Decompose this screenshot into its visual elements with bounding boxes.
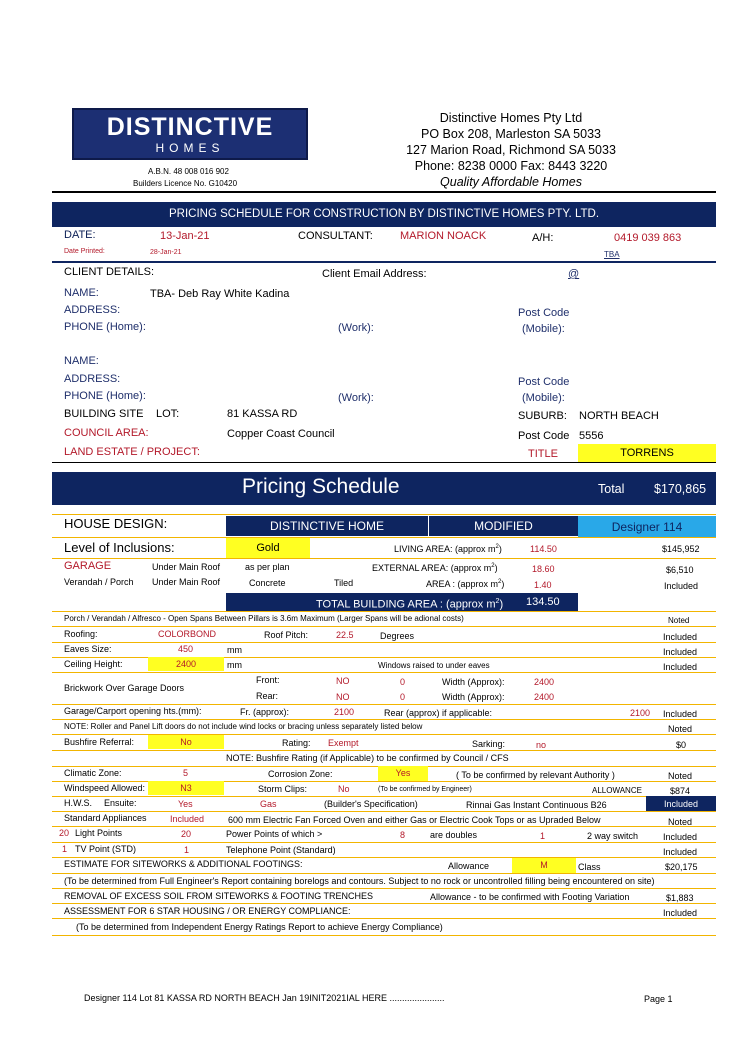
bushfire-label: Bushfire Referral: <box>64 737 135 747</box>
doubles-label: are doubles <box>430 830 478 840</box>
porch-area-price: Included <box>664 581 699 591</box>
rear-value: NO <box>336 692 350 702</box>
footer-reference: Designer 114 Lot 81 KASSA RD NORTH BEACH Jan 19INIT2021IAL HERE ...................... <box>84 993 445 1003</box>
row-line <box>52 626 716 627</box>
postcode-label: Post Code <box>518 430 570 442</box>
living-area-paren: ) <box>498 544 502 554</box>
company-street: 127 Marion Road, Richmond SA 5033 <box>406 143 616 157</box>
ensuite-value: Yes <box>178 799 193 809</box>
appliances-value: Included <box>170 814 205 824</box>
consultant-label: CONSULTANT: <box>298 230 373 242</box>
house-design-label: HOUSE DESIGN: <box>64 516 168 531</box>
phone-qty: 1 <box>184 845 190 855</box>
building-site: 81 KASSA RD <box>227 408 298 420</box>
living-area-sq: 2 <box>495 544 499 550</box>
fr-label: Fr. (approx): <box>240 707 290 717</box>
row-line <box>52 672 716 673</box>
row-line <box>52 873 716 874</box>
council-label: COUNCIL AREA: <box>64 427 149 439</box>
total-value: $170,865 <box>654 482 707 496</box>
rating-value: Exempt <box>328 738 359 748</box>
row-line <box>52 935 716 936</box>
brickwork-label: Brickwork Over Garage Doors <box>64 683 185 693</box>
building-site-label: BUILDING SITE <box>64 408 144 420</box>
phone-home-label-2: PHONE (Home): <box>64 390 146 402</box>
row-line <box>52 796 716 797</box>
postcode-label-1: Post Code <box>518 307 570 319</box>
row-line <box>52 918 716 919</box>
roller-status: Noted <box>668 724 693 734</box>
storm-note: (To be confirmed by Engineer) <box>378 786 472 793</box>
soil-removal-note: Allowance - to be confirmed with Footing Variation <box>430 892 630 902</box>
external-area-sq: 2 <box>491 563 495 569</box>
total-area-paren: ) <box>499 598 504 611</box>
hws-gas: Gas <box>260 799 277 809</box>
eaves-label: Eaves Size: <box>64 644 112 654</box>
row-line <box>52 750 716 751</box>
rear-qty: 0 <box>400 692 406 702</box>
power-points-qty: 20 <box>181 829 192 839</box>
phone-label: Telephone Point (Standard) <box>226 845 336 855</box>
designer-code: Designer 114 <box>578 516 716 538</box>
ceiling-status: Included <box>663 662 698 672</box>
living-area-text: LIVING AREA: (approx m <box>394 544 496 554</box>
appliances-status: Noted <box>668 817 693 827</box>
porch-area-sq: 2 <box>498 579 502 585</box>
rating-label: Rating: <box>282 738 311 748</box>
company-address <box>398 110 624 190</box>
windows-note: Windows raised to under eaves <box>378 661 490 670</box>
rear-width: 2400 <box>534 692 555 702</box>
ah-tba: TBA <box>604 250 620 259</box>
printed-value: 28-Jan-21 <box>150 249 182 256</box>
light-points-qty: 20 <box>59 828 70 838</box>
allowance-label: ALLOWANCE <box>592 786 642 795</box>
pricing-schedule-banner <box>52 472 716 505</box>
suburb: NORTH BEACH <box>579 410 659 422</box>
windspeed-value: N3 <box>148 781 224 795</box>
address-label-2: ADDRESS: <box>64 373 121 385</box>
corrosion-note: ( To be confirmed by relevant Authority ) <box>456 770 615 780</box>
postcode-label-2: Post Code <box>518 376 570 388</box>
bushfire-note: NOTE: Bushfire Rating (if Applicable) to be confirmed by Council / CFS <box>226 753 509 763</box>
garage-roof: Under Main Roof <box>152 562 221 572</box>
living-price: $145,952 <box>662 544 700 554</box>
porch-area: 1.40 <box>534 580 552 590</box>
soil-removal-price: $1,883 <box>666 893 694 903</box>
two-way-label: 2 way switch <box>587 831 639 841</box>
total-area-sq: 2 <box>495 598 500 605</box>
corrosion-value: Yes <box>378 766 428 781</box>
title-value: TORRENS <box>578 444 716 462</box>
porch-area-paren: ) <box>501 579 505 589</box>
siteworks-allowance: Allowance <box>448 861 490 871</box>
divider <box>52 191 716 193</box>
siteworks-note: (To be determined from Full Engineer's Report containing borelogs and contours. Subject to no rock or uncontrolled filling being encountered on site) <box>64 876 655 886</box>
printed-label: Date Printed: <box>64 248 105 255</box>
appliances-note: 600 mm Electric Fan Forced Oven and either Gas or Electric Cook Tops or as Upraded Below <box>228 815 601 825</box>
light-points-label: Light Points <box>75 828 123 838</box>
company-name: Distinctive Homes Pty Ltd <box>439 111 583 125</box>
row-line <box>52 642 716 643</box>
garage-opening-status: Included <box>663 709 698 719</box>
roof-pitch-label: Roof Pitch: <box>264 630 309 640</box>
row-line <box>52 611 716 612</box>
row-line <box>52 558 716 559</box>
verandah-floor: Concrete <box>249 578 286 588</box>
council: Copper Coast Council <box>227 428 335 440</box>
estate-label: LAND ESTATE / PROJECT: <box>64 446 200 458</box>
client-email: @ <box>568 268 580 280</box>
ceiling-label: Ceiling Height: <box>64 659 123 669</box>
row-line <box>52 811 716 812</box>
date-label: DATE: <box>64 229 96 241</box>
mobile-label-1: (Mobile): <box>522 323 565 335</box>
roofing-status: Included <box>663 632 698 642</box>
power-points-label: Power Points of which > <box>226 829 323 839</box>
roller-note: NOTE: Roller and Panel Lift doors do not include wind locks or bracing unless separately listed below <box>64 722 423 731</box>
verandah-finish: Tiled <box>334 578 354 588</box>
name-label-2: NAME: <box>64 355 99 367</box>
front-value: NO <box>336 676 350 686</box>
eaves-value: 450 <box>178 644 194 654</box>
company-phone: Phone: 8238 0000 Fax: 8443 3220 <box>414 159 608 173</box>
storm-clips-value: No <box>338 784 350 794</box>
inclusions-value: Gold <box>226 538 310 558</box>
verandah-label: Verandah / Porch <box>64 577 134 587</box>
total-area-value: 134.50 <box>526 596 560 608</box>
row-line <box>52 903 716 904</box>
row-line <box>52 888 716 889</box>
external-area-text: EXTERNAL AREA: (approx m <box>372 563 492 573</box>
front-width: 2400 <box>534 677 555 687</box>
ceiling-unit: mm <box>227 660 242 670</box>
hws-status: Included <box>646 796 716 812</box>
work-label-1: (Work): <box>338 322 374 334</box>
soil-removal-label: REMOVAL OF EXCESS SOIL FROM SITEWORKS & FOOTING TRENCHES <box>64 891 374 901</box>
roof-pitch-value: 22.5 <box>336 630 354 640</box>
postcode: 5556 <box>579 430 604 442</box>
siteworks-label: ESTIMATE FOR SITEWORKS & ADDITIONAL FOOTINGS: <box>64 859 303 869</box>
external-area-label <box>372 563 498 573</box>
title-label: TITLE <box>528 448 558 460</box>
abn: A.B.N. 48 008 016 902 <box>148 167 229 176</box>
row-line <box>52 514 716 515</box>
total-area-text: TOTAL BUILDING AREA : (approx m <box>316 598 496 611</box>
appliances-label: Standard Appliances <box>64 813 147 823</box>
storm-clips-label: Storm Clips: <box>258 784 308 794</box>
row-line <box>52 826 716 827</box>
external-price: $6,510 <box>666 565 694 575</box>
client-email-label: Client Email Address: <box>322 268 427 280</box>
tv-qty: 1 <box>62 844 68 854</box>
tv-label: TV Point (STD) <box>75 844 137 854</box>
porch-status: Noted <box>668 616 690 625</box>
total-label: Total <box>598 482 625 496</box>
climatic-label: Climatic Zone: <box>64 768 122 778</box>
eaves-unit: mm <box>227 645 242 655</box>
logo-line2: HOMES <box>155 141 225 155</box>
rear-if-value: 2100 <box>630 708 651 718</box>
row-line <box>52 857 716 858</box>
roofing-value: COLORBOND <box>158 629 217 639</box>
front-width-label: Width (Approx): <box>442 677 505 687</box>
living-area-label <box>394 544 502 554</box>
client-details-label: CLIENT DETAILS: <box>64 266 155 278</box>
windspeed-price: $874 <box>670 786 691 796</box>
garage-plan: as per plan <box>245 562 290 572</box>
garage-opening-label: Garage/Carport opening hts.(mm): <box>64 706 202 716</box>
sarking-value: no <box>536 740 547 750</box>
divider <box>52 462 716 463</box>
house-design-modified: MODIFIED <box>428 516 578 536</box>
living-area: 114.50 <box>530 544 557 554</box>
doubles-qty: 8 <box>400 830 406 840</box>
company-logo <box>72 108 308 160</box>
bushfire-value: No <box>148 735 224 749</box>
date-value: 13-Jan-21 <box>160 230 210 242</box>
front-qty: 0 <box>400 677 406 687</box>
eaves-status: Included <box>663 647 698 657</box>
tv-status: Included <box>663 847 698 857</box>
roofing-label: Roofing: <box>64 629 98 639</box>
bushfire-price: $0 <box>676 740 687 750</box>
rear-if-label: Rear (approx) if applicable: <box>384 708 493 718</box>
verandah-roof: Under Main Roof <box>152 577 221 587</box>
schedule-banner: PRICING SCHEDULE FOR CONSTRUCTION BY DISTINCTIVE HOMES PTY. LTD. <box>52 202 716 227</box>
company-tagline: Quality Affordable Homes <box>440 175 582 189</box>
mobile-label-2: (Mobile): <box>522 392 565 404</box>
phone-home-label-1: PHONE (Home): <box>64 321 146 333</box>
hws-unit: Rinnai Gas Instant Continuous B26 <box>466 800 607 810</box>
porch-area-text: AREA : (approx m <box>426 579 499 589</box>
siteworks-class-value: M <box>512 858 576 873</box>
logo-line1: DISTINCTIVE <box>106 113 274 141</box>
builders-licence: Builders Licence No. G10420 <box>133 179 238 188</box>
two-way-qty: 1 <box>540 831 546 841</box>
row-line <box>52 842 716 843</box>
energy-note: (To be determined from Independent Energy Ratings Report to achieve Energy Compliance) <box>76 922 443 932</box>
client-name: TBA- Deb Ray White Kadina <box>150 288 290 300</box>
company-po-box: PO Box 208, Marleston SA 5033 <box>421 127 601 141</box>
work-label-2: (Work): <box>338 392 374 404</box>
external-area-paren: ) <box>494 563 498 573</box>
inclusions-label: Level of Inclusions: <box>64 540 175 555</box>
garage-label: GARAGE <box>64 560 112 572</box>
page-number: Page 1 <box>644 994 673 1004</box>
windspeed-label: Windspeed Allowed: <box>64 783 146 793</box>
consultant-value: MARION NOACK <box>400 230 487 242</box>
lot-label: LOT: <box>156 408 180 420</box>
porch-note: Porch / Verandah / Alfresco - Open Spans Between Pillars is 3.6m Maximum (Larger Spans will be adional costs) <box>64 614 464 623</box>
ceiling-value: 2400 <box>148 657 224 671</box>
total-building-area-bar <box>226 593 578 611</box>
pricing-schedule-title: Pricing Schedule <box>242 475 400 498</box>
energy-status: Included <box>663 908 698 918</box>
row-line <box>52 704 716 705</box>
ensuite-label: Ensuite: <box>104 798 137 808</box>
divider <box>52 261 716 263</box>
climatic-value: 5 <box>183 768 189 778</box>
house-design-name: DISTINCTIVE HOME <box>226 516 428 536</box>
row-line <box>52 537 716 538</box>
corrosion-label: Corrosion Zone: <box>268 769 333 779</box>
rear-label: Rear: <box>256 691 279 701</box>
ah-label: A/H: <box>532 232 554 244</box>
external-area: 18.60 <box>532 564 555 574</box>
climatic-status: Noted <box>668 771 693 781</box>
row-line <box>52 719 716 720</box>
fr-value: 2100 <box>334 707 355 717</box>
rear-width-label: Width (Approx): <box>442 692 505 702</box>
builder-spec: (Builder's Specification) <box>324 799 418 809</box>
hws-label: H.W.S. <box>64 798 93 808</box>
degrees-label: Degrees <box>380 631 415 641</box>
address-label-1: ADDRESS: <box>64 304 121 316</box>
siteworks-class-label: Class <box>578 862 601 872</box>
energy-label: ASSESSMENT FOR 6 STAR HOUSING / OR ENERGY COMPLIANCE: <box>64 906 351 916</box>
name-label-1: NAME: <box>64 287 99 299</box>
ah-value: 0419 039 863 <box>614 232 682 244</box>
siteworks-price: $20,175 <box>665 862 698 872</box>
suburb-label: SUBURB: <box>518 410 567 422</box>
porch-area-label <box>426 579 504 589</box>
lights-status: Included <box>663 832 698 842</box>
sarking-label: Sarking: <box>472 739 506 749</box>
front-label: Front: <box>256 675 280 685</box>
